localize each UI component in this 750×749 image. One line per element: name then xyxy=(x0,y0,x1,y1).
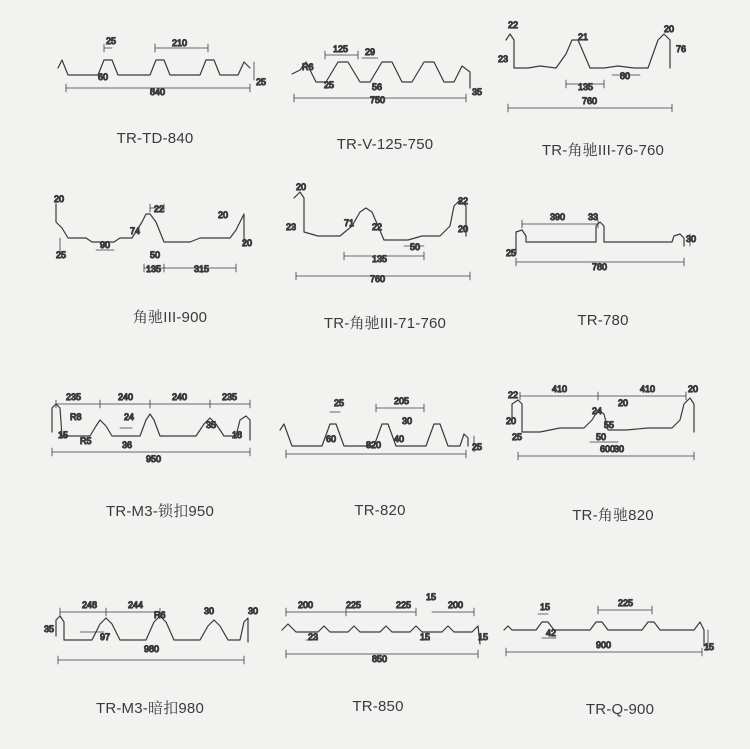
dim-label: 50 xyxy=(150,250,161,260)
dim-label: 135 xyxy=(146,264,162,274)
dim-label: 35 xyxy=(472,87,483,97)
profile-outline xyxy=(294,192,469,240)
dim-label: 760 xyxy=(370,274,386,284)
dim-label: 205 xyxy=(394,396,410,406)
dim-label: 30 xyxy=(614,444,625,454)
profile-name: TR-V-125-750 xyxy=(336,136,434,153)
dim-label: 25 xyxy=(106,36,117,46)
dim-label: 840 xyxy=(150,87,166,97)
dim-label: 30 xyxy=(204,606,215,616)
profile-outline xyxy=(58,60,250,75)
dim-label: 20 xyxy=(618,398,629,408)
dim-label: 60 xyxy=(98,72,109,82)
dim-label: 25 xyxy=(324,80,335,90)
dim-label: 980 xyxy=(144,644,160,654)
dim-label: 210 xyxy=(172,38,188,48)
profile-tr-v-125-750 xyxy=(292,44,482,105)
profile-name: TR-M3-锁扣950 xyxy=(105,503,215,520)
dim-label: 30 xyxy=(402,416,413,426)
dim-label: 950 xyxy=(146,454,162,464)
dim-label: 135 xyxy=(372,254,388,264)
profile-name: TR-Q-900 xyxy=(585,701,655,718)
profile-name: TR-820 xyxy=(354,502,406,519)
dim-label: 15 xyxy=(704,642,715,652)
dim-label: 410 xyxy=(552,384,568,394)
dim-label: 900 xyxy=(596,640,612,650)
profile-outline xyxy=(512,398,694,432)
profile-tr-m3-suokou-950 xyxy=(52,392,250,464)
dim-label: 200 xyxy=(298,600,314,610)
dim-label: 850 xyxy=(372,654,388,664)
dim-label: 30 xyxy=(686,234,697,244)
dim-label: 760 xyxy=(582,96,598,106)
dim-label: 240 xyxy=(118,392,134,402)
dim-label: 25 xyxy=(512,432,523,442)
profile-jiaochi-900 xyxy=(54,194,252,274)
dimension-lines xyxy=(52,400,250,456)
dim-label: 29 xyxy=(365,47,376,57)
profile-name: TR-780 xyxy=(577,312,629,329)
profile-outline xyxy=(516,222,684,254)
dim-label: 15 xyxy=(58,430,69,440)
dim-label: 15 xyxy=(540,602,551,612)
dim-label: 22 xyxy=(508,20,519,30)
dimension-lines xyxy=(508,75,672,112)
dim-label: 23 xyxy=(308,632,319,642)
dim-label: 40 xyxy=(394,434,405,444)
dim-label: 25 xyxy=(472,442,483,452)
dim-label: 15 xyxy=(478,632,489,642)
dim-label: 76 xyxy=(676,44,687,54)
dim-label: 25 xyxy=(56,250,67,260)
dim-label: 410 xyxy=(640,384,656,394)
dim-label: 15 xyxy=(426,592,437,602)
dimension-lines xyxy=(516,220,690,266)
dim-label: 56 xyxy=(372,82,383,92)
dim-label: 200 xyxy=(448,600,464,610)
dim-label: 22 xyxy=(372,222,383,232)
dim-label: 23 xyxy=(498,54,509,64)
dim-label: 750 xyxy=(370,95,386,105)
dim-label: 24 xyxy=(592,406,603,416)
profile-name: 角驰III-900 xyxy=(132,309,208,326)
dim-label: 33 xyxy=(588,212,599,222)
dim-label: 244 xyxy=(128,600,144,610)
dim-label: R5 xyxy=(80,436,92,446)
dim-label: 240 xyxy=(172,392,188,402)
dim-label: 20 xyxy=(664,24,675,34)
profile-tr-780 xyxy=(506,212,696,272)
profile-name: TR-角驰III-76-760 xyxy=(541,142,665,159)
dim-label: 55 xyxy=(604,420,615,430)
dim-label: 235 xyxy=(66,392,82,402)
dim-label: 20 xyxy=(296,182,307,192)
dim-label: 22 xyxy=(508,390,519,400)
dim-label: 36 xyxy=(122,440,133,450)
dim-label: 25 xyxy=(256,77,267,87)
profile-name: TR-850 xyxy=(352,698,404,715)
dim-label: 248 xyxy=(82,600,98,610)
dim-label: 600 xyxy=(600,444,616,454)
dim-label: R6 xyxy=(302,62,314,72)
dim-label: 820 xyxy=(366,440,382,450)
dim-label: 20 xyxy=(218,210,229,220)
profile-name: TR-M3-暗扣980 xyxy=(95,700,205,717)
dim-label: 20 xyxy=(54,194,65,204)
profile-tr-jiaochi-71-760 xyxy=(286,182,470,284)
dim-label: 80 xyxy=(620,71,631,81)
profile-name: TR-角驰III-71-760 xyxy=(323,315,447,332)
dim-label: 97 xyxy=(100,632,111,642)
dimension-lines xyxy=(58,608,244,664)
dim-label: 71 xyxy=(344,218,355,228)
dimension-lines xyxy=(66,44,254,92)
profile-outline xyxy=(56,616,248,642)
dim-label: 25 xyxy=(334,398,345,408)
dim-label: R6 xyxy=(154,610,166,620)
profile-name: TR-角驰820 xyxy=(572,507,654,524)
dim-label: 20 xyxy=(458,224,469,234)
dim-label: 24 xyxy=(124,412,135,422)
dim-label: 18 xyxy=(232,430,243,440)
profile-tr-td-840 xyxy=(58,36,266,97)
profile-tr-m3-ankou-980 xyxy=(44,600,258,664)
dim-label: 35 xyxy=(44,624,55,634)
profile-tr-850 xyxy=(282,592,488,664)
dim-label: 22 xyxy=(458,196,469,206)
dim-label: 235 xyxy=(222,392,238,402)
profile-name: TR-TD-840 xyxy=(116,130,194,147)
dim-label: 22 xyxy=(154,204,165,214)
dim-label: 225 xyxy=(618,598,634,608)
dim-label: 74 xyxy=(130,226,141,236)
profile-tr-jiaochi-76-760 xyxy=(498,20,686,112)
profile-outline xyxy=(52,404,250,440)
dim-label: 225 xyxy=(396,600,412,610)
dim-label: 780 xyxy=(592,262,608,272)
profile-tr-jiaochi-820 xyxy=(506,384,698,460)
dim-label: 20 xyxy=(242,238,253,248)
dim-label: 30 xyxy=(248,606,259,616)
profile-tr-820 xyxy=(280,396,482,458)
dim-label: 315 xyxy=(194,264,210,274)
dim-label: 225 xyxy=(346,600,362,610)
profile-tr-q-900 xyxy=(504,598,714,656)
dim-label: 42 xyxy=(546,628,557,638)
dim-label: 21 xyxy=(578,32,589,42)
dim-label: 20 xyxy=(688,384,699,394)
dim-label: 50 xyxy=(410,242,421,252)
dim-label: 135 xyxy=(578,82,594,92)
dim-label: 50 xyxy=(596,432,607,442)
dim-label: 23 xyxy=(286,222,297,232)
dim-label: 15 xyxy=(420,632,431,642)
dim-label: 25 xyxy=(506,248,517,258)
dim-label: R8 xyxy=(70,412,82,422)
dim-label: 20 xyxy=(506,416,517,426)
dim-label: 125 xyxy=(333,44,349,54)
dim-label: 35 xyxy=(206,420,217,430)
dim-label: 90 xyxy=(100,240,111,250)
dim-label: 60 xyxy=(326,434,337,444)
dim-label: 390 xyxy=(550,212,566,222)
